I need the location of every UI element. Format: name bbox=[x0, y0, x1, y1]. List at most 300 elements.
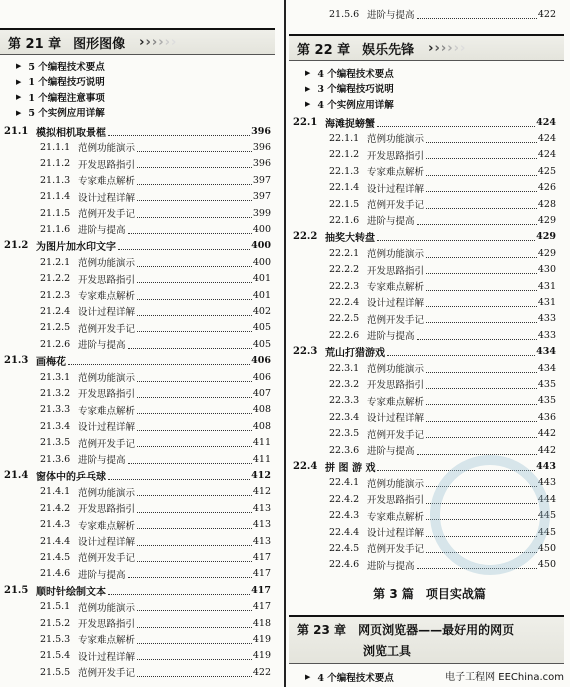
page-number: 424 bbox=[536, 116, 556, 128]
bullet-text: 5 个实例应用详解 bbox=[28, 108, 105, 119]
page-number: 397 bbox=[252, 191, 271, 203]
dot-leader bbox=[426, 265, 537, 274]
page-number: 400 bbox=[252, 223, 271, 235]
entry-title: 专家难点解析 bbox=[78, 520, 136, 532]
toc-section[interactable] bbox=[4, 467, 271, 483]
entry-title: 专家难点解析 bbox=[367, 396, 425, 408]
toc-subsection[interactable] bbox=[329, 163, 556, 179]
toc-subsection[interactable] bbox=[40, 287, 271, 303]
entry-title: 范例功能演示 bbox=[78, 258, 136, 270]
chevron-right-icon: › bbox=[170, 34, 177, 50]
entry-number: 22.2.2 bbox=[329, 264, 360, 276]
page-number: 445 bbox=[537, 510, 556, 522]
dot-leader bbox=[137, 619, 252, 628]
dot-leader bbox=[387, 347, 535, 356]
entry-title: 范例功能演示 bbox=[78, 602, 136, 614]
chevron-arrows-icon bbox=[428, 42, 465, 55]
dot-leader bbox=[68, 356, 250, 365]
page-number: 417 bbox=[251, 584, 271, 596]
dot-leader bbox=[137, 487, 252, 496]
page-number: 419 bbox=[252, 633, 271, 645]
triangle-bullet-icon: ▶ bbox=[305, 68, 311, 77]
dot-leader bbox=[137, 651, 252, 660]
toc-subsection[interactable] bbox=[40, 139, 271, 155]
entry-number: 21.4.1 bbox=[40, 486, 71, 498]
toc-subsection[interactable] bbox=[40, 254, 271, 270]
toc-subsection[interactable] bbox=[40, 549, 271, 565]
entry-number: 21.5.6 bbox=[329, 8, 360, 20]
page-number: 400 bbox=[252, 256, 271, 268]
column-divider bbox=[284, 0, 286, 687]
entry-number: 21.4.3 bbox=[40, 519, 71, 531]
entry-title: 范例功能演示 bbox=[78, 143, 136, 155]
toc-subsection[interactable] bbox=[329, 130, 556, 146]
dot-leader bbox=[377, 118, 535, 127]
entry-title: 设计过程详解 bbox=[78, 651, 136, 663]
page-number: 417 bbox=[252, 601, 271, 613]
page-number: 443 bbox=[537, 477, 556, 489]
page-number: 412 bbox=[251, 469, 271, 481]
bullet-text: 5 个编程技术要点 bbox=[28, 61, 105, 73]
page-number: 422 bbox=[252, 666, 271, 678]
toc-subsection[interactable] bbox=[40, 205, 271, 221]
triangle-bullet-icon: ▶ bbox=[16, 92, 22, 101]
toc-subsection[interactable] bbox=[40, 484, 271, 500]
chevron-right-icon: › bbox=[440, 40, 447, 56]
dot-leader bbox=[426, 413, 537, 422]
dot-leader bbox=[128, 225, 252, 234]
triangle-bullet-icon: ▶ bbox=[305, 672, 311, 682]
page-number: 402 bbox=[252, 305, 271, 317]
entry-title: 范例开发手记 bbox=[367, 429, 425, 441]
chapter-title: 网页浏览器——最好用的网页 bbox=[358, 623, 515, 638]
chevron-right-icon: › bbox=[447, 40, 453, 56]
entry-number: 22.1 bbox=[293, 116, 318, 128]
toc-section[interactable] bbox=[4, 582, 271, 598]
dot-leader bbox=[426, 380, 537, 389]
toc-subsection[interactable] bbox=[40, 533, 271, 549]
entry-number: 22.2.5 bbox=[329, 313, 360, 325]
toc-subsection[interactable] bbox=[40, 156, 271, 172]
page-number: 401 bbox=[252, 289, 271, 301]
page-number: 406 bbox=[252, 371, 271, 383]
toc-subsection[interactable] bbox=[40, 385, 271, 401]
page-number: 430 bbox=[537, 264, 556, 276]
right-column bbox=[289, 0, 570, 687]
toc-bullet bbox=[305, 81, 394, 96]
toc-subsection[interactable] bbox=[329, 147, 556, 163]
entry-title: 设计过程详解 bbox=[367, 298, 425, 310]
chapter-title-line2: 浏览工具 bbox=[363, 644, 412, 659]
triangle-bullet-icon: ▶ bbox=[16, 107, 22, 117]
page-number: 399 bbox=[252, 207, 271, 219]
entry-title: 进阶与提高 bbox=[367, 331, 415, 343]
part-title: 第 3 篇 项目实战篇 bbox=[373, 587, 486, 602]
chapter-header bbox=[289, 34, 564, 61]
toc-subsection[interactable] bbox=[40, 221, 271, 237]
bullet-text: 1 个编程技巧说明 bbox=[28, 77, 105, 88]
entry-title: 范例开发手记 bbox=[367, 544, 425, 556]
entry-number: 21.5.1 bbox=[40, 601, 71, 613]
toc-subsection[interactable] bbox=[40, 517, 271, 533]
entry-title: 开发思路指引 bbox=[367, 265, 425, 277]
page-number: 424 bbox=[537, 132, 556, 144]
dot-leader bbox=[137, 438, 252, 447]
entry-title: 设计过程详解 bbox=[78, 422, 136, 434]
toc-subsection[interactable] bbox=[329, 245, 556, 261]
toc-subsection[interactable] bbox=[329, 393, 556, 409]
chevron-right-icon: › bbox=[139, 34, 145, 50]
entry-title: 范例功能演示 bbox=[367, 478, 425, 490]
entry-title: 范例开发手记 bbox=[367, 314, 425, 326]
entry-number: 21.3.4 bbox=[40, 420, 71, 432]
entry-title: 专家难点解析 bbox=[367, 282, 425, 293]
dot-leader bbox=[128, 455, 252, 464]
toc-subsection[interactable] bbox=[329, 180, 556, 196]
entry-title: 设计过程详解 bbox=[78, 192, 136, 204]
page-number: 442 bbox=[537, 444, 556, 456]
chevron-right-icon: › bbox=[145, 34, 151, 50]
page-number: 405 bbox=[252, 322, 271, 334]
chapter-header bbox=[289, 615, 564, 664]
page-number: 435 bbox=[537, 395, 556, 407]
toc-bullet bbox=[16, 58, 105, 73]
page-number: 401 bbox=[252, 273, 271, 285]
page-number: 424 bbox=[537, 149, 556, 161]
entry-number: 22.3.2 bbox=[329, 378, 360, 390]
page-number: 413 bbox=[252, 502, 271, 514]
entry-number: 21.4.5 bbox=[40, 551, 71, 563]
page-number: 411 bbox=[252, 437, 271, 449]
dot-leader bbox=[137, 602, 252, 611]
dot-leader bbox=[417, 446, 537, 455]
dot-leader bbox=[137, 307, 252, 316]
entry-number: 22.3.5 bbox=[329, 428, 360, 440]
triangle-bullet-icon: ▶ bbox=[16, 61, 22, 70]
page-number: 429 bbox=[536, 231, 556, 243]
toc-subsection[interactable] bbox=[40, 172, 271, 188]
entry-number: 21.3.2 bbox=[40, 387, 71, 399]
entry-number: 21.2 bbox=[4, 240, 29, 252]
toc-section[interactable] bbox=[293, 229, 556, 245]
dot-leader bbox=[377, 232, 535, 241]
dot-leader bbox=[137, 553, 252, 562]
stamp-graphic bbox=[430, 455, 550, 575]
bullet-text: 1 个编程注意事项 bbox=[28, 92, 105, 104]
toc-subsection[interactable] bbox=[329, 6, 556, 22]
entry-title: 范例开发手记 bbox=[78, 209, 136, 220]
toc-bullet bbox=[16, 74, 105, 89]
entry-title: 进阶与提高 bbox=[367, 446, 415, 457]
page-number: 436 bbox=[537, 411, 556, 423]
entry-number: 22.4.1 bbox=[329, 477, 360, 489]
page-number: 434 bbox=[536, 346, 556, 358]
toc-bullet bbox=[305, 65, 394, 80]
page-number: 431 bbox=[537, 280, 556, 292]
entry-title: 为图片加水印文字 bbox=[36, 242, 116, 254]
watermark: 电子工程网 EEChina.com bbox=[445, 672, 564, 683]
entry-number: 22.1.3 bbox=[329, 165, 360, 177]
chapter-number: 第 23 章 bbox=[297, 623, 347, 638]
dot-leader bbox=[426, 134, 537, 143]
entry-number: 22.4.4 bbox=[329, 526, 360, 538]
entry-number: 21.3.5 bbox=[40, 437, 71, 449]
page-number: 417 bbox=[252, 551, 271, 563]
entry-number: 21.1.4 bbox=[40, 191, 71, 203]
entry-number: 21.5.5 bbox=[40, 666, 71, 678]
dot-leader bbox=[426, 183, 537, 192]
entry-title: 拼 图 游 戏 bbox=[325, 462, 376, 474]
chevron-right-icon: › bbox=[164, 34, 170, 50]
entry-number: 21.1 bbox=[4, 125, 29, 137]
toc-subsection[interactable] bbox=[40, 648, 271, 664]
entry-number: 21.2.1 bbox=[40, 256, 71, 268]
entry-title: 专家难点解析 bbox=[78, 176, 136, 188]
dot-leader bbox=[426, 429, 537, 438]
dot-leader bbox=[137, 176, 252, 185]
page-number: 408 bbox=[252, 420, 271, 432]
triangle-bullet-icon: ▶ bbox=[305, 83, 311, 93]
dot-leader bbox=[137, 504, 252, 513]
entry-title: 设计过程详解 bbox=[367, 413, 425, 425]
page-number: 400 bbox=[251, 240, 271, 252]
entry-number: 21.4.6 bbox=[40, 568, 71, 580]
entry-title: 荒山打猎游戏 bbox=[325, 348, 385, 360]
entry-title: 范例开发手记 bbox=[78, 668, 136, 680]
toc-subsection[interactable] bbox=[40, 631, 271, 647]
entry-number: 22.2 bbox=[293, 231, 318, 243]
entry-title: 顺时针绘制文本 bbox=[36, 586, 106, 598]
dot-leader bbox=[417, 10, 537, 19]
toc-subsection[interactable] bbox=[40, 664, 271, 680]
page-number: 408 bbox=[252, 404, 271, 416]
toc-section[interactable] bbox=[4, 123, 271, 139]
entry-title: 范例功能演示 bbox=[78, 373, 136, 384]
dot-leader bbox=[108, 586, 250, 595]
entry-number: 21.2.3 bbox=[40, 289, 71, 301]
entry-title: 画梅花 bbox=[36, 357, 66, 369]
entry-number: 21.5 bbox=[4, 584, 29, 596]
entry-title: 范例开发手记 bbox=[367, 200, 425, 211]
entry-title: 专家难点解析 bbox=[78, 291, 136, 302]
entry-number: 21.2.5 bbox=[40, 322, 71, 334]
dot-leader bbox=[137, 635, 252, 644]
toc-subsection[interactable] bbox=[40, 566, 271, 582]
entry-title: 进阶与提高 bbox=[78, 225, 126, 237]
entry-number: 21.3.3 bbox=[40, 404, 71, 416]
toc-bullet bbox=[16, 89, 105, 104]
page-number: 417 bbox=[252, 568, 271, 580]
dot-leader bbox=[137, 258, 252, 267]
entry-title: 进阶与提高 bbox=[367, 10, 415, 21]
entry-number: 21.4.4 bbox=[40, 535, 71, 547]
dot-leader bbox=[137, 159, 252, 168]
entry-title: 开发思路指引 bbox=[78, 274, 136, 286]
toc-subsection[interactable] bbox=[329, 311, 556, 327]
page-number: 413 bbox=[252, 535, 271, 547]
chevron-right-icon: › bbox=[453, 40, 459, 56]
chevron-right-icon: › bbox=[459, 40, 466, 56]
dot-leader bbox=[108, 471, 250, 480]
entry-number: 22.2.4 bbox=[329, 296, 360, 308]
dot-leader bbox=[426, 200, 537, 209]
dot-leader bbox=[128, 569, 252, 578]
toc-subsection[interactable] bbox=[329, 294, 556, 310]
dot-leader bbox=[108, 127, 250, 136]
chapter-number: 第 22 章 bbox=[297, 42, 351, 58]
toc-bullet bbox=[16, 105, 105, 120]
entry-title: 设计过程详解 bbox=[78, 307, 136, 319]
toc-subsection[interactable] bbox=[329, 426, 556, 442]
toc-subsection[interactable] bbox=[329, 327, 556, 343]
toc-subsection[interactable] bbox=[40, 418, 271, 434]
entry-number: 22.1.2 bbox=[329, 149, 360, 161]
toc-subsection[interactable] bbox=[40, 271, 271, 287]
bullet-text: 3 个编程技巧说明 bbox=[317, 84, 394, 95]
dot-leader bbox=[426, 282, 537, 291]
dot-leader bbox=[426, 364, 537, 373]
toc-subsection[interactable] bbox=[40, 189, 271, 205]
entry-number: 22.3.6 bbox=[329, 444, 360, 456]
entry-number: 22.4.2 bbox=[329, 493, 360, 505]
entry-number: 22.2.6 bbox=[329, 329, 360, 341]
page-number: 433 bbox=[537, 313, 556, 325]
dot-leader bbox=[417, 331, 537, 340]
entry-title: 设计过程详解 bbox=[367, 528, 425, 539]
dot-leader bbox=[137, 405, 252, 414]
toc-subsection[interactable] bbox=[329, 278, 556, 294]
entry-number: 22.4.3 bbox=[329, 510, 360, 522]
entry-title: 专家难点解析 bbox=[367, 167, 425, 179]
toc-subsection[interactable] bbox=[329, 196, 556, 212]
dot-leader bbox=[137, 668, 252, 677]
dot-leader bbox=[137, 143, 252, 152]
page-number: 429 bbox=[537, 214, 556, 226]
page-number: 426 bbox=[537, 182, 556, 194]
chevron-right-icon: › bbox=[428, 40, 434, 56]
entry-number: 21.4 bbox=[4, 469, 29, 481]
dot-leader bbox=[137, 537, 252, 546]
entry-title: 开发思路指引 bbox=[78, 504, 136, 516]
page-number: 419 bbox=[252, 650, 271, 662]
entry-number: 21.3.1 bbox=[40, 371, 71, 383]
chapter-number: 第 21 章 bbox=[8, 36, 62, 52]
entry-number: 21.1.3 bbox=[40, 174, 71, 186]
dot-leader bbox=[426, 396, 537, 405]
page-number: 413 bbox=[252, 519, 271, 531]
toc-subsection[interactable] bbox=[40, 402, 271, 418]
bullet-text: 4 个实例应用详解 bbox=[317, 99, 394, 111]
entry-number: 21.2.6 bbox=[40, 338, 71, 350]
entry-title: 开发思路指引 bbox=[78, 159, 136, 171]
entry-title: 进阶与提高 bbox=[78, 569, 126, 581]
page-number: 422 bbox=[537, 8, 556, 20]
page-number: 405 bbox=[252, 338, 271, 350]
page-number: 396 bbox=[252, 141, 271, 153]
entry-title: 海滩捉螃蟹 bbox=[325, 118, 375, 130]
entry-number: 21.2.2 bbox=[40, 273, 71, 285]
chevron-right-icon: › bbox=[434, 40, 440, 56]
entry-number: 21.5.2 bbox=[40, 617, 71, 629]
toc-subsection[interactable] bbox=[40, 369, 271, 385]
entry-title: 开发思路指引 bbox=[78, 389, 136, 401]
page-number: 406 bbox=[251, 355, 271, 367]
dot-leader bbox=[137, 373, 252, 382]
entry-number: 22.3.3 bbox=[329, 395, 360, 407]
dot-leader bbox=[137, 192, 252, 201]
dot-leader bbox=[118, 241, 250, 250]
bullet-text: 4 个编程技术要点 bbox=[317, 68, 394, 80]
toc-subsection[interactable] bbox=[40, 320, 271, 336]
toc-subsection[interactable] bbox=[329, 376, 556, 392]
entry-title: 范例开发手记 bbox=[78, 323, 136, 335]
toc-subsection[interactable] bbox=[329, 262, 556, 278]
toc-subsection[interactable] bbox=[40, 435, 271, 451]
triangle-bullet-icon: ▶ bbox=[305, 99, 311, 108]
dot-leader bbox=[137, 520, 252, 529]
toc-subsection[interactable] bbox=[40, 336, 271, 352]
entry-title: 范例功能演示 bbox=[367, 134, 425, 146]
toc-bullet bbox=[305, 669, 394, 684]
dot-leader bbox=[137, 291, 252, 300]
entry-number: 22.4.5 bbox=[329, 542, 360, 554]
entry-number: 21.3 bbox=[4, 355, 29, 367]
entry-title: 窗体中的乒乓球 bbox=[36, 471, 106, 483]
entry-title: 设计过程详解 bbox=[78, 537, 136, 548]
toc-subsection[interactable] bbox=[329, 442, 556, 458]
entry-title: 抽奖大转盘 bbox=[325, 233, 375, 245]
left-column bbox=[0, 0, 281, 687]
chapter-title: 图形图像 bbox=[73, 36, 126, 52]
toc-subsection[interactable] bbox=[329, 409, 556, 425]
toc-section[interactable] bbox=[293, 344, 556, 360]
toc-subsection[interactable] bbox=[40, 303, 271, 319]
toc-section[interactable] bbox=[4, 353, 271, 369]
toc-subsection[interactable] bbox=[40, 599, 271, 615]
page-number: 418 bbox=[252, 617, 271, 629]
entry-number: 22.3 bbox=[293, 346, 318, 358]
entry-number: 21.1.5 bbox=[40, 207, 71, 219]
page-number: 450 bbox=[537, 559, 556, 571]
toc-section[interactable] bbox=[4, 238, 271, 254]
entry-number: 22.4 bbox=[293, 460, 318, 472]
toc-subsection[interactable] bbox=[329, 360, 556, 376]
page-number: 450 bbox=[537, 542, 556, 554]
entry-title: 进阶与提高 bbox=[78, 340, 126, 352]
page-number: 431 bbox=[537, 296, 556, 308]
toc-subsection[interactable] bbox=[40, 451, 271, 467]
entry-title: 开发思路指引 bbox=[367, 495, 425, 507]
page-number: 425 bbox=[537, 165, 556, 177]
toc-subsection[interactable] bbox=[40, 615, 271, 631]
page-number: 443 bbox=[536, 460, 556, 472]
entry-title: 范例开发手记 bbox=[78, 438, 136, 450]
entry-number: 22.1.5 bbox=[329, 198, 360, 210]
entry-title: 专家难点解析 bbox=[78, 635, 136, 647]
dot-leader bbox=[128, 340, 252, 349]
entry-title: 开发思路指引 bbox=[367, 150, 425, 162]
page-number: 428 bbox=[537, 198, 556, 210]
page-number: 411 bbox=[252, 453, 271, 465]
toc-section[interactable] bbox=[293, 114, 556, 130]
page-number: 407 bbox=[252, 387, 271, 399]
page-number: 396 bbox=[251, 125, 271, 137]
toc-subsection[interactable] bbox=[40, 500, 271, 516]
page-number: 396 bbox=[252, 158, 271, 170]
page-number: 444 bbox=[537, 493, 556, 505]
dot-leader bbox=[137, 422, 252, 431]
toc-subsection[interactable] bbox=[329, 212, 556, 228]
